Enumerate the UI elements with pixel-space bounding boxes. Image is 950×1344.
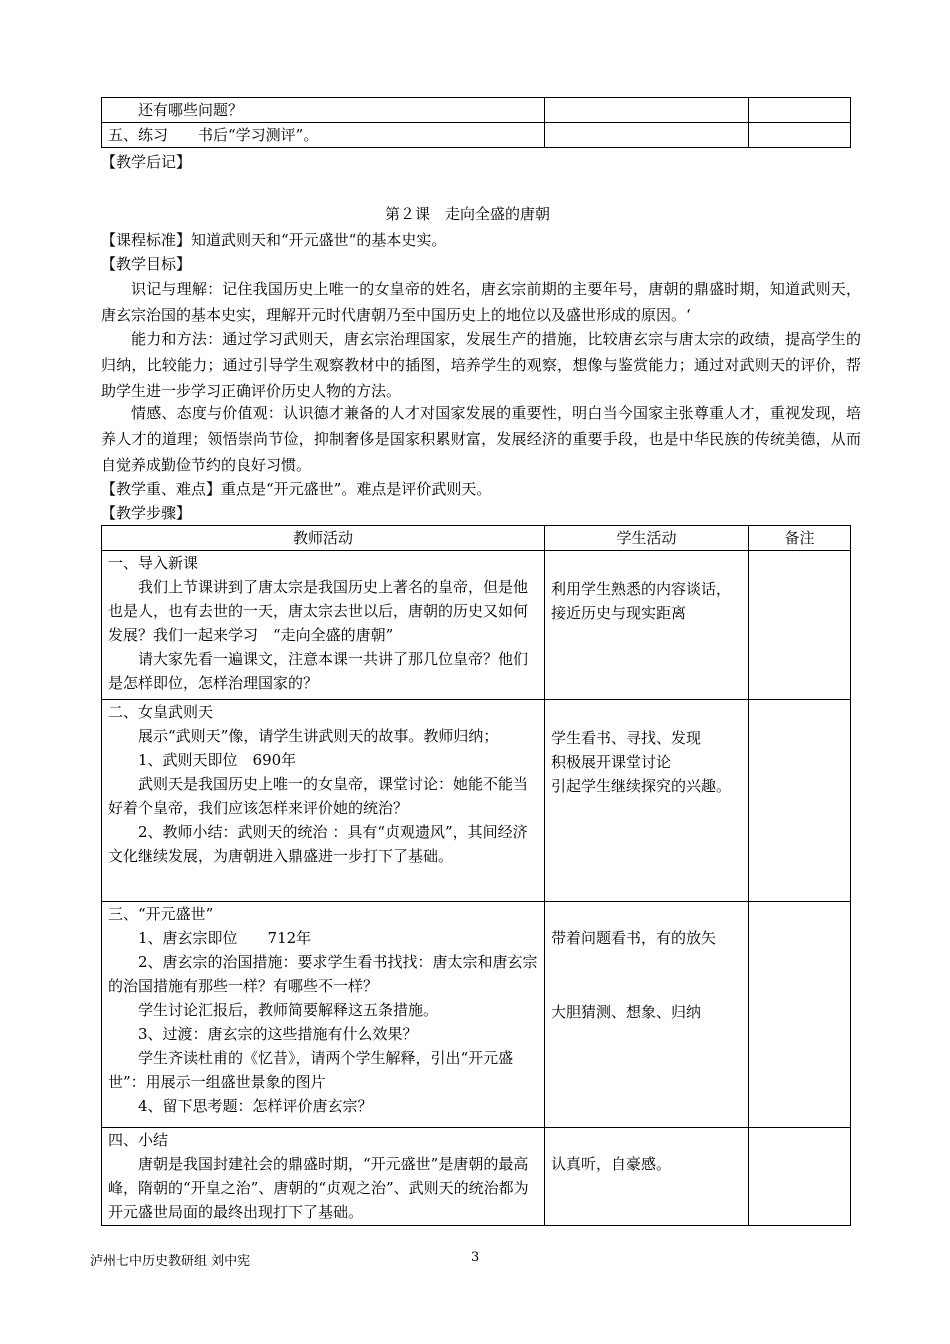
student-activity-cell xyxy=(545,551,749,700)
student-activity: 认真听，自豪感。 xyxy=(551,1155,672,1173)
table-cell xyxy=(749,123,851,148)
table-cell: 还有哪些问题？ xyxy=(102,98,545,123)
lesson-title: 第２课 走向全盛的唐朝 xyxy=(385,205,551,223)
postscript-heading: 【教学后记】 xyxy=(101,153,192,171)
section-paragraph: 2、唐玄宗的治国措施：要求学生看书找找：唐太宗和唐玄宗的治国措施有那些一样？有哪些不一样？ xyxy=(108,953,538,995)
section-paragraph: 学生讨论汇报后，教师简要解释这五条措施。 xyxy=(138,1001,439,1019)
teacher-activity-cell xyxy=(102,700,545,902)
table-cell xyxy=(545,123,749,148)
section-paragraph: 3、过渡：唐玄宗的这些措施有什么效果？ xyxy=(138,1025,418,1043)
key-points: 【教学重、难点】重点是“开元盛世”。难点是评价武则天。 xyxy=(101,480,492,498)
teacher-activity-cell xyxy=(102,551,545,700)
column-header-note: 备注 xyxy=(749,526,851,551)
teacher-activity-cell xyxy=(102,1128,545,1226)
page-number: 3 xyxy=(471,1250,480,1265)
note-cell xyxy=(749,551,851,700)
table-row xyxy=(102,98,851,123)
section-paragraph: 武则天是我国历史上唯一的女皇帝，课堂讨论：她能不能当好着个皇帝，我们应该怎样来评价她的统治？ xyxy=(108,775,529,817)
table-row xyxy=(102,1128,851,1226)
student-activity: 带着问题看书，有的放矢 xyxy=(551,929,717,947)
top-table xyxy=(101,97,851,148)
table-cell xyxy=(749,98,851,123)
curriculum-standard: 【课程标准】知道武则天和“开元盛世“的基本史实。 xyxy=(101,231,447,249)
student-activity: 引起学生继续探究的兴趣。 xyxy=(551,777,732,795)
note-cell xyxy=(749,902,851,1128)
section-title: 三、“开元盛世” xyxy=(108,905,214,923)
section-paragraph: 学生齐读杜甫的《忆昔》，请两个学生解释，引出“开元盛世”：用展示一组盛世景象的图片 xyxy=(108,1049,514,1091)
objective-paragraph: 情感、态度与价值观：认识德才兼备的人才对国家发展的重要性，明白当今国家主张尊重人才，重视发现，培养人才的道理；领悟崇尚节俭，抑制奢侈是国家积累财富，发展经济的重要手段，也是中华民族的传统美德，从而自觉养成勤俭节约的良好习惯。 xyxy=(101,404,861,474)
section-paragraph: 1、武则天即位 690年 xyxy=(138,751,297,769)
student-activity: 学生看书、寻找、发现 xyxy=(551,729,702,747)
table-header-row xyxy=(102,526,851,551)
section-paragraph: 请大家先看一遍课文，注意本课一共讲了那几位皇帝？他们是怎样即位，怎样治理国家的？ xyxy=(108,650,529,692)
table-cell: 五、练习 书后“学习测评”。 xyxy=(102,123,545,148)
student-activity-cell xyxy=(545,700,749,902)
table-row xyxy=(102,700,851,902)
teacher-activity-cell xyxy=(102,902,545,1128)
student-activity: 大胆猜测、想象、归纳 xyxy=(551,1003,702,1021)
column-header-teacher: 教师活动 xyxy=(102,526,545,551)
student-activity-cell xyxy=(545,1128,749,1226)
objective-paragraph: 识记与理解：记住我国历史上唯一的女皇帝的姓名，唐玄宗前期的主要年号，唐朝的鼎盛时期，知道武则天，唐玄宗治国的基本史实，理解开元时代唐朝乃至中国历史上的地位以及盛世形成的原因。‘ xyxy=(101,280,861,324)
footer-author: 泸州七中历史教研组 刘中宪 xyxy=(90,1254,251,1269)
table-row xyxy=(102,902,851,1128)
column-header-student: 学生活动 xyxy=(545,526,749,551)
section-paragraph: 1、唐玄宗即位 712年 xyxy=(138,929,312,947)
student-activity: 利用学生熟悉的内容谈话，接近历史与现实距离 xyxy=(551,580,732,622)
table-row xyxy=(102,551,851,700)
section-paragraph: 2、教师小结：武则天的统治 ：具有“贞观遗风”，其间经济文化继续发展，为唐朝进入鼎盛进一步打下了基础。 xyxy=(108,823,528,865)
objective-paragraph: 能力和方法：通过学习武则天，唐玄宗治理国家，发展生产的措施，比较唐玄宗与唐太宗的政绩，提高学生的归纳，比较能力；通过引导学生观察教材中的插图，培养学生的观察，想像与鉴赏能力；通过对武则天的评价，帮助学生进一步学习正确评价历史人物的方法。 xyxy=(101,330,861,400)
section-paragraph: 4、留下思考题：怎样评价唐玄宗？ xyxy=(138,1097,373,1115)
note-cell xyxy=(749,1128,851,1226)
student-activity-cell xyxy=(545,902,749,1128)
steps-table xyxy=(101,525,851,1226)
section-paragraph: 唐朝是我国封建社会的鼎盛时期，“开元盛世”是唐朝的最高峰，隋朝的“开皇之治”、唐朝的“贞观之治”、武则天的统治都为开元盛世局面的最终出现打下了基础。 xyxy=(108,1155,529,1221)
table-cell xyxy=(545,98,749,123)
table-row xyxy=(102,123,851,148)
section-paragraph: 我们上节课讲到了唐太宗是我国历史上著名的皇帝，但是他也是人，也有去世的一天，唐太宗去世以后，唐朝的历史又如何发展？我们一起来学习 “走向全盛的唐朝” xyxy=(108,578,529,644)
student-activity: 积极展开课堂讨论 xyxy=(551,753,672,771)
section-title: 一、导入新课 xyxy=(108,554,199,572)
steps-heading: 【教学步骤】 xyxy=(101,504,192,522)
objectives-heading: 【教学目标】 xyxy=(101,255,192,273)
section-paragraph: 展示“武则天”像，请学生讲武则天的故事。教师归纳； xyxy=(138,727,499,745)
section-title: 四、小结 xyxy=(108,1131,169,1149)
note-cell xyxy=(749,700,851,902)
section-title: 二、女皇武则天 xyxy=(108,703,214,721)
